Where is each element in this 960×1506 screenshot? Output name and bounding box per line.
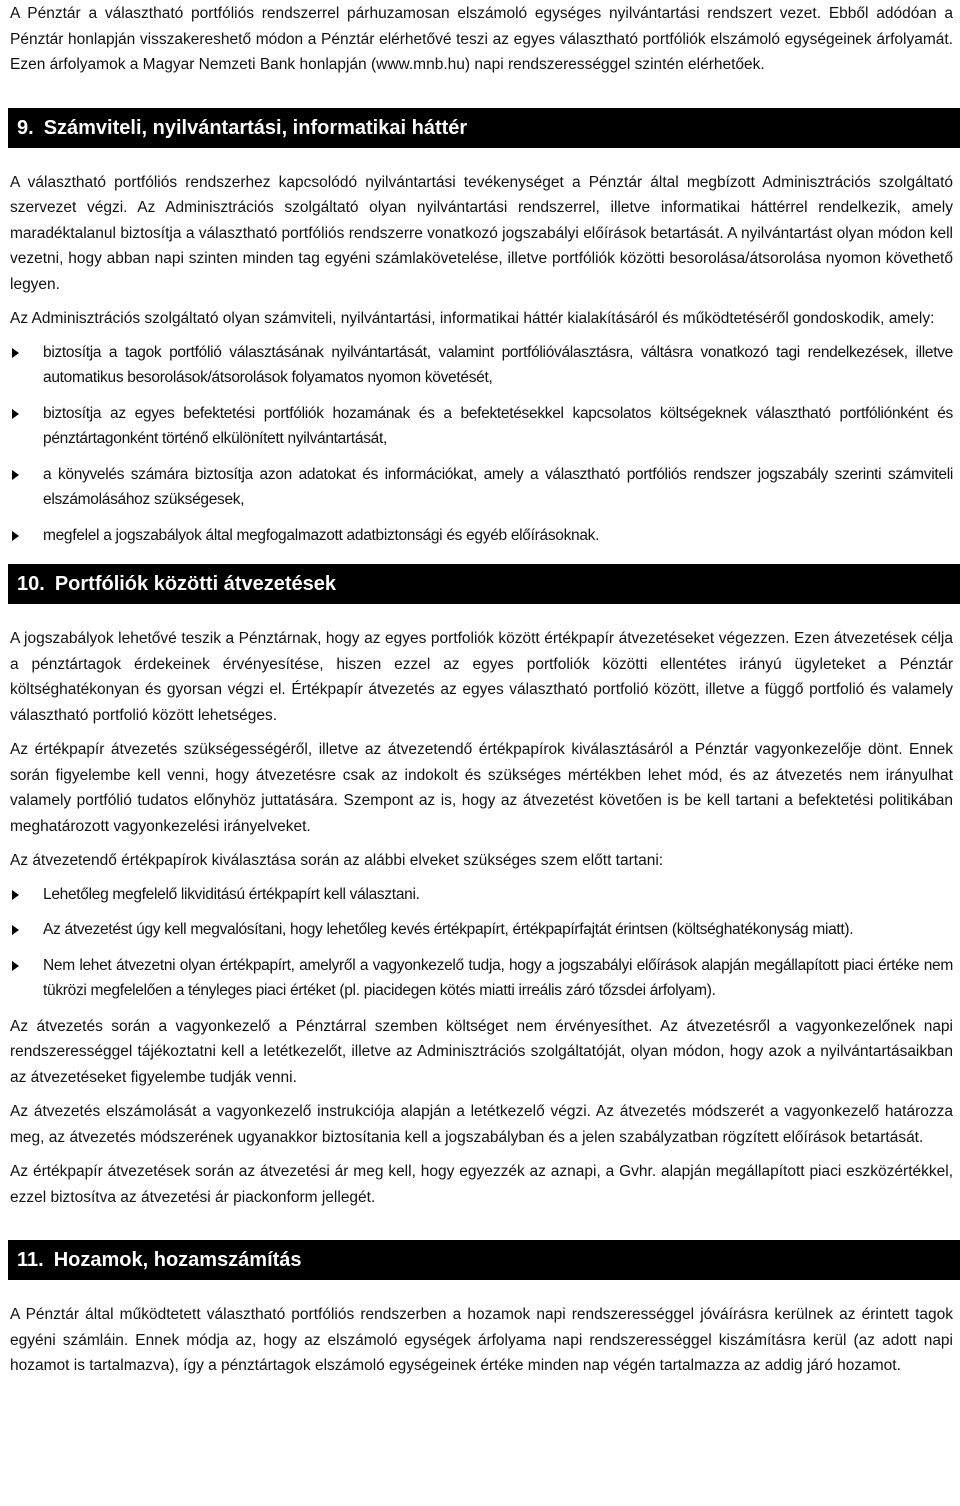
section-10-number: 10.	[17, 573, 45, 595]
section-10-paragraph-5: Az átvezetés elszámolását a vagyonkezelő instrukciója alapján a letétkezelő végzi. Az átvezetés módszerét a vagyonkezelő határozza meg, az átvezetés módszerének ugyanakkor biztosítania kell a jogszabályban és a jelen szabályzatban rögzített előírások betartását.	[10, 1103, 953, 1146]
list-item	[10, 523, 953, 549]
list-item-text: biztosítja a tagok portfólió választásának nyilvántartását, valamint portfólióválasztásra, váltásra vonatkozó tagi rendelkezések, illetve automatikus besorolások/átsorolások folyamatos nyomon követését,	[43, 343, 953, 386]
arrow-bullet-icon	[12, 409, 19, 419]
arrow-bullet-icon	[12, 961, 19, 971]
section-11-heading	[8, 1240, 960, 1280]
section-10-paragraph-2: Az értékpapír átvezetés szükségességéről, illetve az átvezetendő értékpapírok kiválasztásáról a Pénztár vagyonkezelője dönt. Ennek során figyelembe kell venni, hogy átvezetésre csak az indokolt és szükséges mértékben lehet mód, és az átvezetés nem irányulhat valamely portfólió tudatos előnyhöz juttatására. Szempont az is, hogy az átvezetést követően is be kell tartani a befektetési politikában meghatározott vagyonkezelési irányelveket.	[10, 741, 953, 835]
section-11-paragraph-1: A Pénztár által működtetett választható portfóliós rendszerben a hozamok napi rendszerességgel jóváírásra kerülnek az érintett tagok egyéni számláin. Ennek módja az, hogy az elszámoló egységek árfolyama napi rendszerességgel kiszámításra kerül (az adott napi hozamot is tartalmazva), így a pénztártagok elszámoló egységeinek értéke minden nap végén tartalmazza az addig járó hozamot.	[10, 1306, 953, 1374]
section-11-title: Hozamok, hozamszámítás	[53, 1249, 302, 1271]
arrow-bullet-icon	[12, 890, 19, 900]
section-9-paragraph-2: Az Adminisztrációs szolgáltató olyan számviteli, nyilvántartási, informatikai háttér kialakításáról és működtetéséről gondoskodik, amely:	[10, 310, 935, 327]
list-item	[10, 882, 953, 908]
section-10-heading	[8, 564, 960, 604]
list-item-text: megfelel a jogszabályok által megfogalmazott adatbiztonsági és egyéb előírásoknak.	[43, 526, 600, 544]
section-9-number: 9.	[17, 116, 34, 139]
section-9-heading	[8, 108, 960, 148]
section-10-paragraph-3: Az átvezetendő értékpapírok kiválasztása során az alábbi elveket szükséges szem előtt tartani:	[10, 852, 664, 869]
section-10-paragraph-1: A jogszabályok lehetővé teszik a Pénztárnak, hogy az egyes portfoliók között értékpapír átvezetéseket végezzen. Ezen átvezetések célja a pénztártagok érdekeinek érvényesítése, hiszen ezzel az egyes portfoliók közötti ellentétes irányú ügyleteket a Pénztár költséghatékonyan és gyorsan végzi el. Értékpapír átvezetés az egyes választható portfolió között, illetve a függő portfolió és valamely választható portfolió között lehetséges.	[10, 630, 953, 724]
section-9-title: Számviteli, nyilvántartási, informatikai háttér	[43, 116, 468, 139]
list-item-text: Nem lehet átvezetni olyan értékpapírt, amelyről a vagyonkezelő tudja, hogy a jogszabályi előírások alapján megállapított piaci értéke nem tükrözi megfelelően a tényleges piaci értéket (pl. piacidegen kötés miatti irreális záró tőzsdei árfolyam).	[43, 956, 953, 999]
list-item-text: biztosítja az egyes befektetési portfóliók hozamának és a befektetésekkel kapcsolatos költségeknek választható portfóliónként és pénztártagonként történő elkülönített nyilvántartását,	[43, 404, 953, 447]
section-9-paragraph-1: A választható portfóliós rendszerhez kapcsolódó nyilvántartási tevékenységet a Pénztár által megbízott Adminisztrációs szolgáltató szervezet végzi. Az Adminisztrációs szolgáltató olyan nyilvántartási rendszerrel, illetve informatikai háttérrel rendelkezik, amely maradéktalanul biztosítja a választható portfóliós rendszerre vonatkozó jogszabályi előírások betartását. A nyilvántartást olyan módon kell vezetni, hogy abban napi szinten minden tag egyéni számlakövetelése, illetve portfóliók közötti besorolása/átsorolása nyomon követhető legyen.	[10, 173, 953, 293]
section-10-title: Portfóliók közötti átvezetések	[54, 573, 336, 595]
list-item-text: Az átvezetést úgy kell megvalósítani, hogy lehetőleg kevés értékpapírt, értékpapírfajtát érintsen (költséghatékonyság miatt).	[43, 921, 854, 938]
intro-paragraph: A Pénztár a választható portfóliós rendszerrel párhuzamosan elszámoló egységes nyilvántartási rendszert vezet. Ebből adódóan a Pénztár honlapján visszakereshető módon a Pénztár elérhetővé teszi az egyes választható portfóliók elszámoló egységeinek árfolyamát. Ezen árfolyamok a Magyar Nemzeti Bank honlapján (www.mnb.hu) napi rendszerességgel szintén elérhetőek.	[10, 5, 953, 73]
arrow-bullet-icon	[12, 531, 19, 541]
arrow-bullet-icon	[12, 925, 19, 935]
arrow-bullet-icon	[12, 470, 19, 480]
section-9-bullet-list	[10, 340, 953, 549]
list-item-text: Lehetőleg megfelelő likviditású értékpapírt kell választani.	[43, 885, 420, 903]
list-item	[10, 462, 953, 513]
section-10-bullet-list	[10, 882, 953, 1004]
section-11-number: 11.	[17, 1249, 44, 1271]
list-item	[10, 401, 953, 452]
arrow-bullet-icon	[12, 348, 19, 358]
section-10-paragraph-6: Az értékpapír átvezetések során az átvezetési ár meg kell, hogy egyezzék az aznapi, a Gvhr. alapján megállapított piaci eszközértékkel, ezzel biztosítva az átvezetési ár piackonform jellegét.	[10, 1163, 953, 1206]
list-item	[10, 953, 953, 1004]
section-10-paragraph-4: Az átvezetés során a vagyonkezelő a Pénztárral szemben költséget nem érvényesíthet. Az átvezetésről a vagyonkezelőnek napi rendszerességgel tájékoztatni kell a letétkezelőt, illetve az Adminisztrációs szolgáltatóját, olyan módon, hogy azok a nyilvántartásaikban az átvezetéseket figyelembe tudják venni.	[10, 1017, 953, 1086]
list-item	[10, 917, 953, 943]
list-item-text: a könyvelés számára biztosítja azon adatokat és információkat, amely a választható portfóliós rendszer jogszabály szerinti számviteli elszámolásához szükségesek,	[43, 465, 953, 508]
list-item	[10, 340, 953, 391]
